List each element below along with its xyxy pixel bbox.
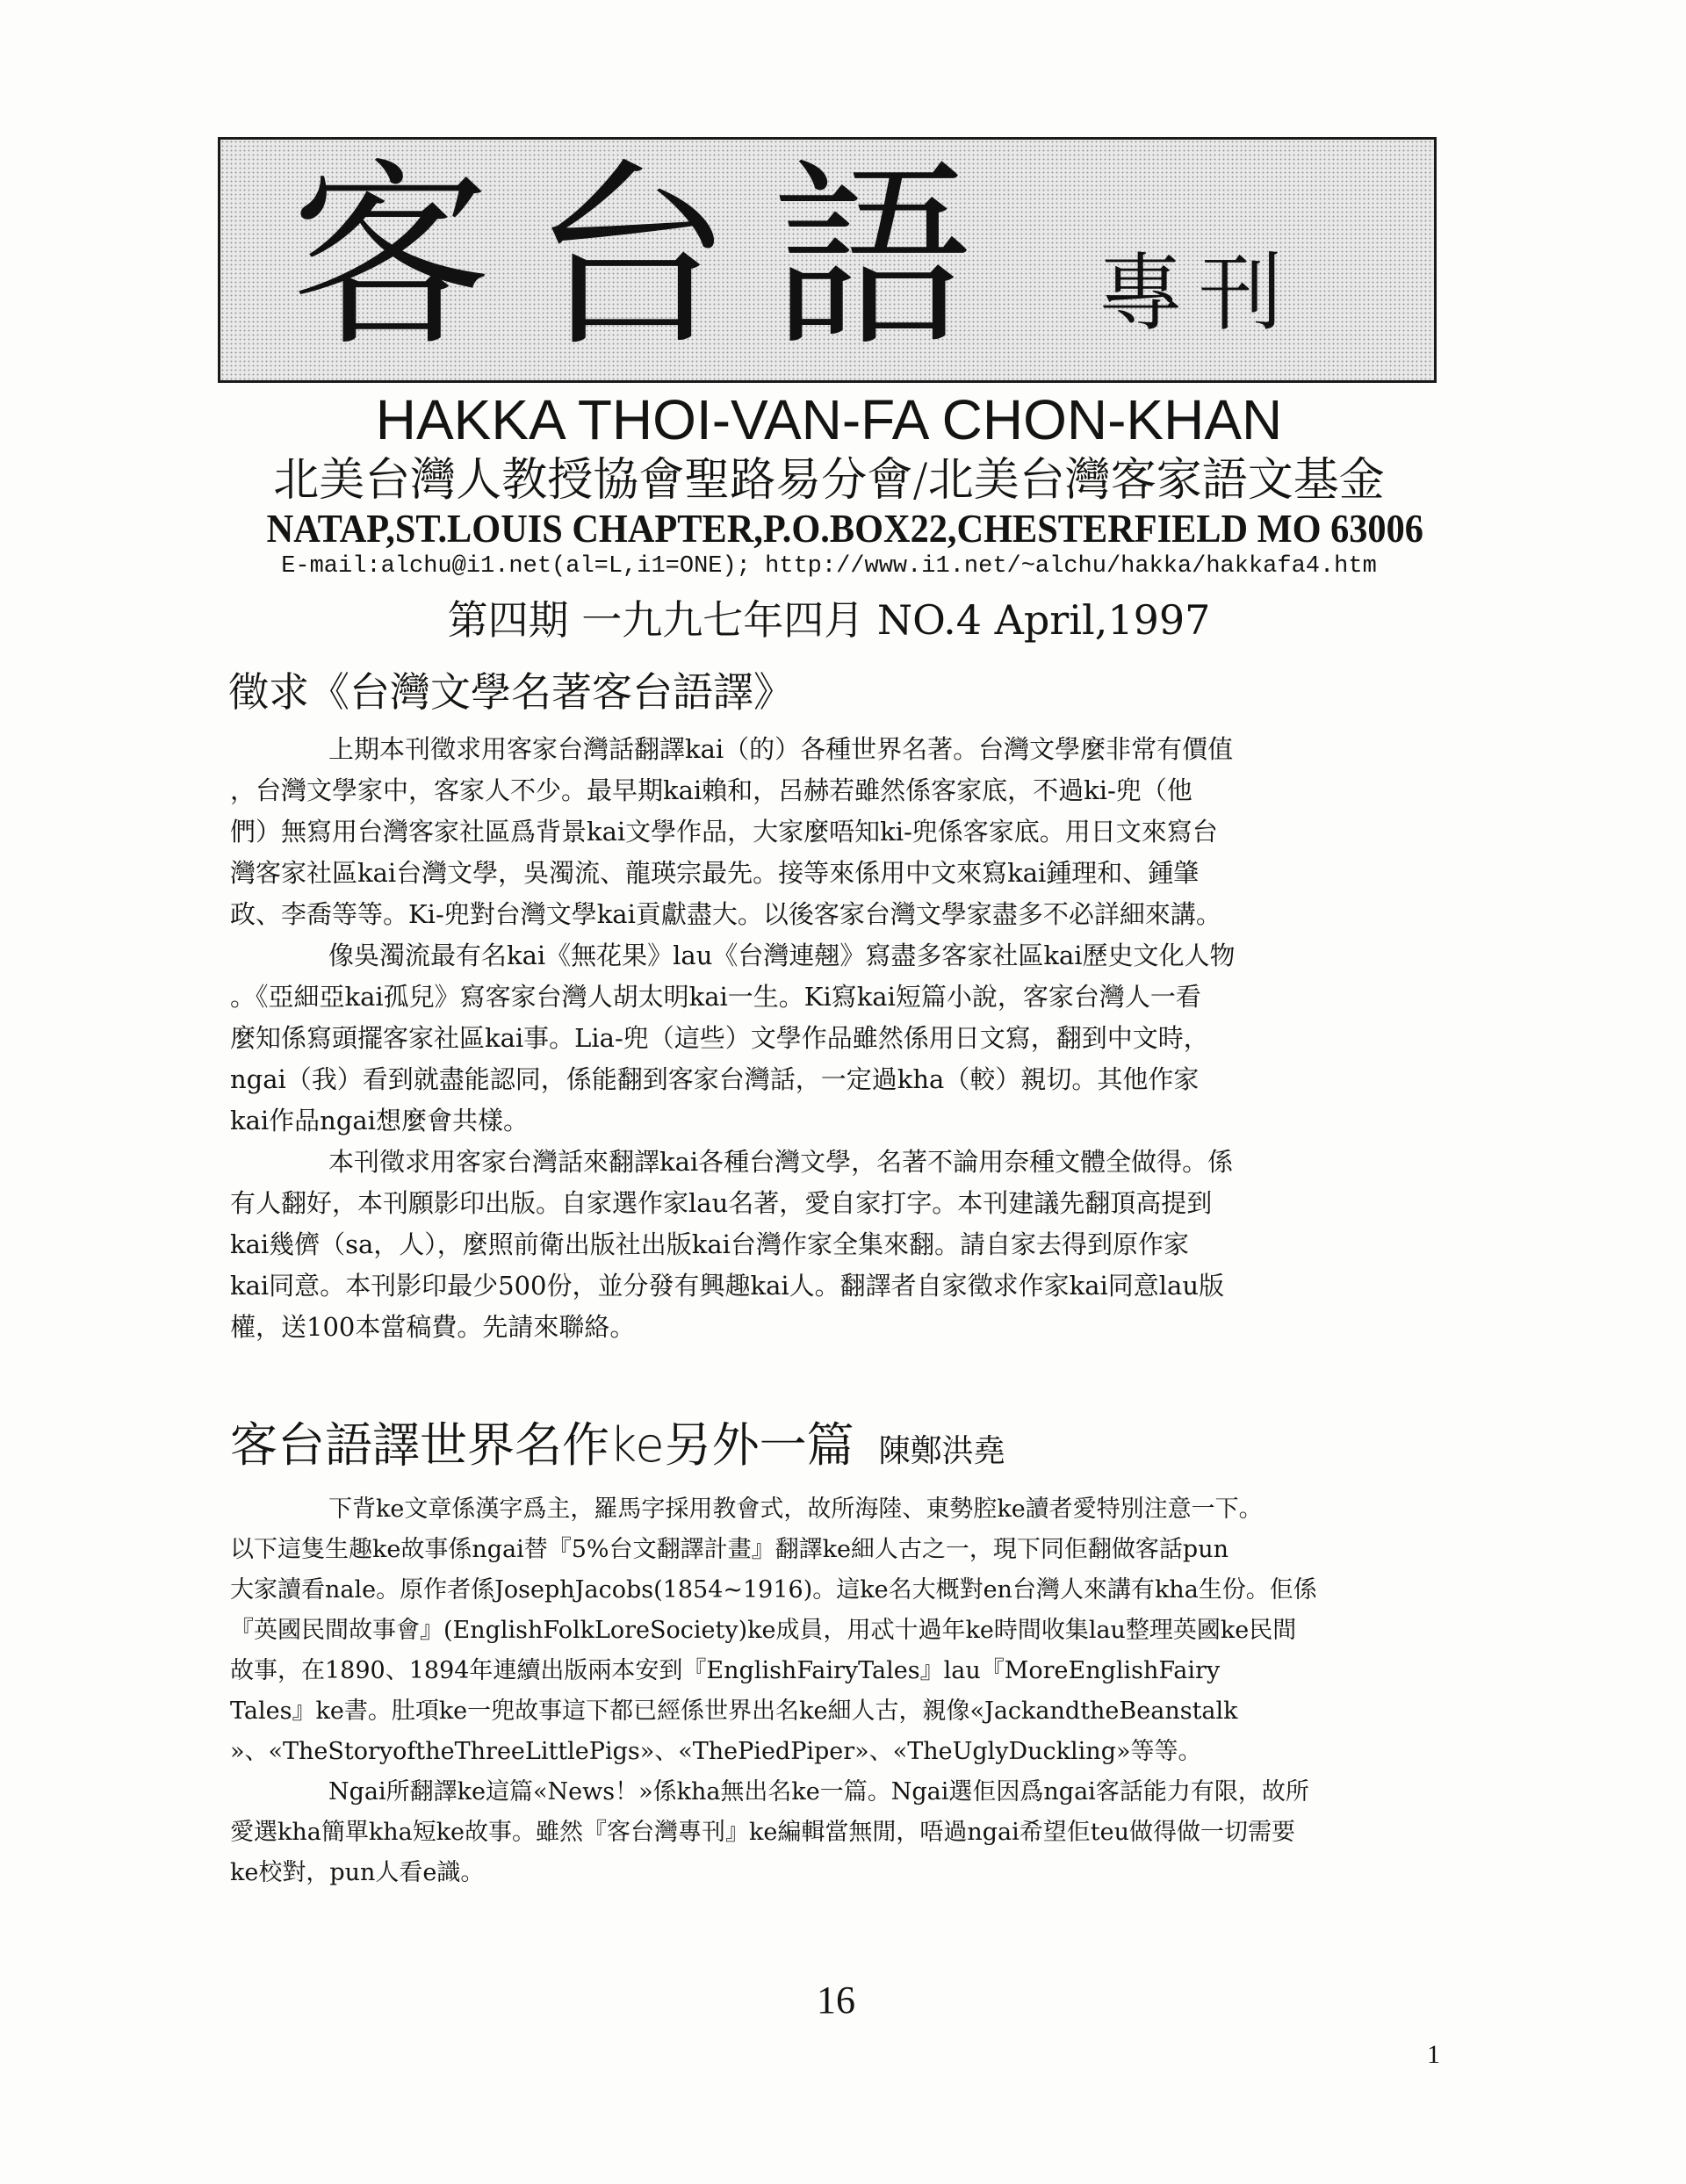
- text-line: 本刊徵求用客家台灣話來翻譯kai各種台灣文學，名著不論用奈種文體全做得。係: [328, 1147, 1234, 1177]
- text-line: Ngai所翻譯ke這篇«News！»係kha無出名ke一篇。Ngai選佢因爲ngai客話能力有限，故所: [328, 1778, 1309, 1806]
- text-line: 們）無寫用台灣客家社區爲背景kai文學作品，大家麼唔知ki-兜係客家底。用日文來寫台: [230, 817, 1218, 847]
- organization-english: NATAP,ST.LOUIS CHAPTER,P.O.BOX22,CHESTERFIELD MO 63006: [266, 506, 1423, 551]
- section-2-body: [230, 1489, 1389, 1893]
- text-line: Tales』ke書。肚項ke一兜故事這下都已經係世界出名ke細人古，親像«JackandtheBeanstalk: [230, 1697, 1238, 1725]
- text-line: 故事，在1890、1894年連續出版兩本安到『EnglishFairyTales』lau『MoreEnglishFairy: [230, 1657, 1221, 1684]
- sheet-number: 1: [1427, 2040, 1440, 2069]
- text-line: ，台灣文學家中，客家人不少。最早期kai賴和，呂赫若雖然係客家底，不過ki-兜（他: [230, 775, 1192, 805]
- text-line: 灣客家社區kai台灣文學，吳濁流、龍瑛宗最先。接等來係用中文來寫kai鍾理和、鍾肇: [230, 858, 1200, 888]
- text-line: 大家讀看nale。原作者係JosephJacobs(1854~1916)。這ke名大概對en台灣人來講有kha生份。佢係: [230, 1576, 1317, 1604]
- text-line: 麼知係寫頭擺客家社區kai事。Lia-兜（這些）文學作品雖然係用日文寫，翻到中文時，: [230, 1023, 1209, 1053]
- masthead-title: 客台語: [291, 141, 1012, 374]
- text-line: 權，送100本當稿費。先請來聯絡。: [230, 1312, 636, 1342]
- section-1-heading: 徵求《台灣文學名著客台語譯》: [228, 668, 794, 716]
- masthead-subtitle: 專刊: [1099, 244, 1299, 342]
- text-line: 像吳濁流最有名kai《無花果》lau《台灣連翹》寫盡多客家社區kai歷史文化人物: [328, 941, 1236, 970]
- page-number: 16: [817, 1979, 855, 2022]
- text-line: 政、李喬等等。Ki-兜對台灣文學kai貢獻盡大。以後客家台灣文學家盡多不必詳細來講。: [230, 899, 1221, 929]
- text-line: »、«TheStoryoftheThreeLittlePigs»、«ThePiedPiper»、«TheUglyDuckling»等等。: [230, 1738, 1202, 1765]
- section-2-heading: [230, 1414, 1005, 1483]
- issue-line: 第四期 一九九七年四月 NO.4 April,1997: [447, 596, 1211, 644]
- section-2-author: 陳鄭洪堯: [878, 1433, 1005, 1469]
- contact-line: E-mail:alchu@i1.net(al=L,i1=ONE); http://www.i1.net/~alchu/hakka/hakkafa4.htm: [281, 553, 1377, 580]
- title-english: HAKKA THOI-VAN-FA CHON-KHAN: [375, 388, 1283, 451]
- text-line: kai幾儕（sa，人），麼照前衛出版社出版kai台灣作家全集來翻。請自家去得到原作家: [230, 1229, 1189, 1259]
- text-line: 有人翻好，本刊願影印出版。自家選作家lau名著，愛自家打字。本刊建議先翻頂高提到: [230, 1188, 1213, 1218]
- text-line: kai作品ngai想麼會共樣。: [230, 1106, 529, 1135]
- text-line: kai同意。本刊影印最少500份，並分發有興趣kai人。翻譯者自家徵求作家kai同意lau版: [230, 1271, 1225, 1301]
- masthead-box: [218, 137, 1437, 383]
- text-line: ke校對，pun人看e識。: [230, 1859, 485, 1886]
- section-1-body: [230, 729, 1398, 1348]
- text-line: 『英國民間故事會』(EnglishFolkLoreSociety)ke成員，用忒十過年ke時間收集lau整理英國ke民間: [230, 1617, 1297, 1644]
- organization-chinese: 北美台灣人教授協會聖路易分會/北美台灣客家語文基金: [273, 454, 1385, 507]
- section-2-title: 客台語譯世界名作ke另外一篇: [230, 1417, 854, 1473]
- text-line: 上期本刊徵求用客家台灣話翻譯kai（的）各種世界名著。台灣文學麼非常有價值: [328, 734, 1234, 764]
- text-line: 下背ke文章係漢字爲主，羅馬字採用教會式，故所海陸、東勢腔ke讀者愛特別注意一下。: [328, 1496, 1263, 1523]
- text-line: 以下這隻生趣ke故事係ngai替『5%台文翻譯計畫』翻譯ke細人古之一，現下同佢翻做客話pun: [230, 1536, 1228, 1563]
- text-line: 。《亞細亞kai孤兒》寫客家台灣人胡太明kai一生。Ki寫kai短篇小說，客家台灣人一看: [230, 982, 1201, 1012]
- text-line: ngai（我）看到就盡能認同，係能翻到客家台灣話，一定過kha（較）親切。其他作家: [230, 1064, 1200, 1094]
- text-line: 愛選kha簡單kha短ke故事。雖然『客台灣專刊』ke編輯當無閒，唔過ngai希望佢teu做得做一切需要: [230, 1819, 1295, 1846]
